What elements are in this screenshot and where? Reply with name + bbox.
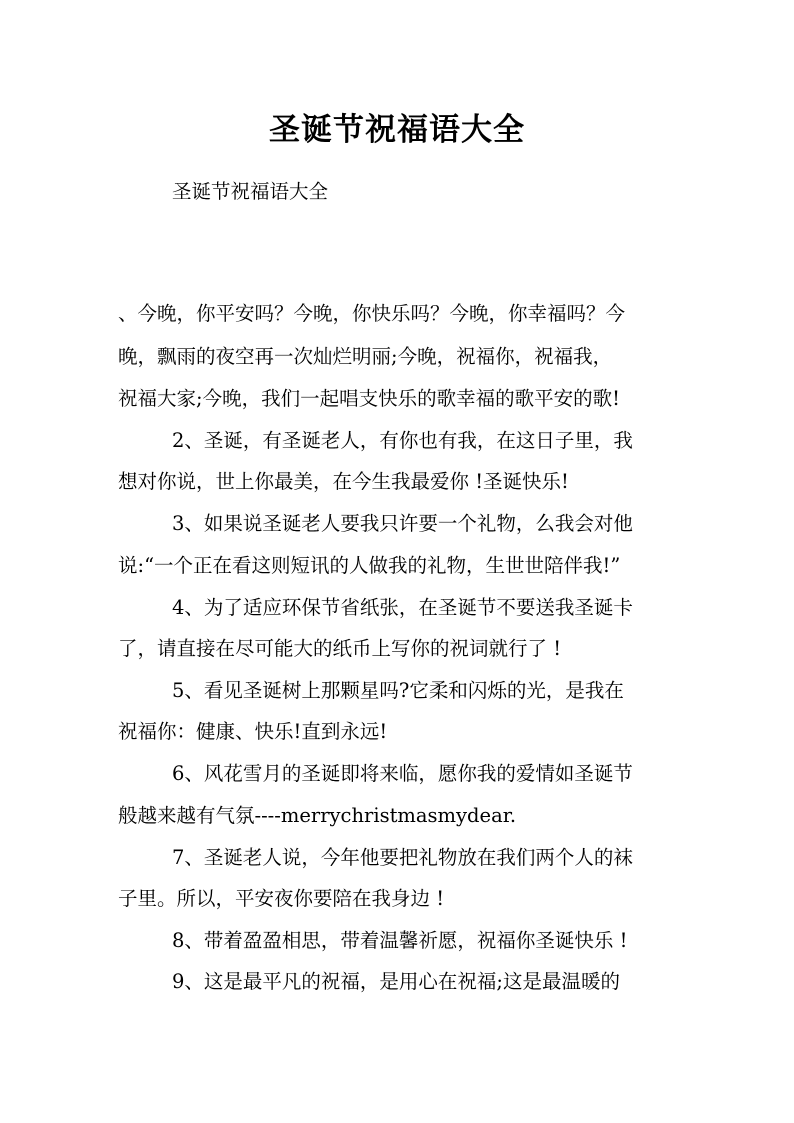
text-line: 般越来越有气氛----merrychristmasmydear. <box>118 804 517 827</box>
text-line: 晚，飘雨的夜空再一次灿烂明丽;今晚，祝福你，祝福我， <box>118 345 613 368</box>
text-line: 8、带着盈盈相思，带着温馨祈愿，祝福你圣诞快乐 ! <box>172 929 628 952</box>
text-line: 、今晚，你平安吗？今晚，你快乐吗？今晚，你幸福吗？今 <box>118 302 626 325</box>
text-line: 9、这是最平凡的祝福，是用心在祝福;这是最温暖的 <box>172 970 620 993</box>
text-line: 说:“一个正在看这则短讯的人做我的礼物，生世世陪伴我!” <box>118 554 621 577</box>
text-line: 想对你说，世上你最美，在今生我最爱你 !圣诞快乐! <box>118 470 569 493</box>
text-line: 5、看见圣诞树上那颗星吗?它柔和闪烁的光，是我在 <box>172 679 624 702</box>
text-line: 2、圣诞，有圣诞老人，有你也有我，在这日子里，我 <box>172 429 633 452</box>
page-subtitle: 圣诞节祝福语大全 <box>172 180 329 203</box>
page-title: 圣诞节祝福语大全 <box>269 112 525 148</box>
text-line: 3、如果说圣诞老人要我只许要一个礼物，么我会对他 <box>172 512 633 535</box>
text-line: 祝福大家;今晚，我们一起唱支快乐的歌幸福的歌平安的歌! <box>118 387 620 410</box>
text-line: 祝福你：健康、快乐!直到永远! <box>118 720 388 743</box>
text-line: 子里。所以，平安夜你要陪在我身边 ! <box>118 887 445 910</box>
text-line: 7、圣诞老人说，今年他要把礼物放在我们两个人的袜 <box>172 846 633 869</box>
text-line: 了，请直接在尽可能大的纸币上写你的祝词就行了 ! <box>118 637 562 660</box>
text-line: 6、风花雪月的圣诞即将来临，愿你我的爱情如圣诞节 <box>172 762 633 785</box>
text-line: 4、为了适应环保节省纸张，在圣诞节不要送我圣诞卡 <box>172 596 633 619</box>
